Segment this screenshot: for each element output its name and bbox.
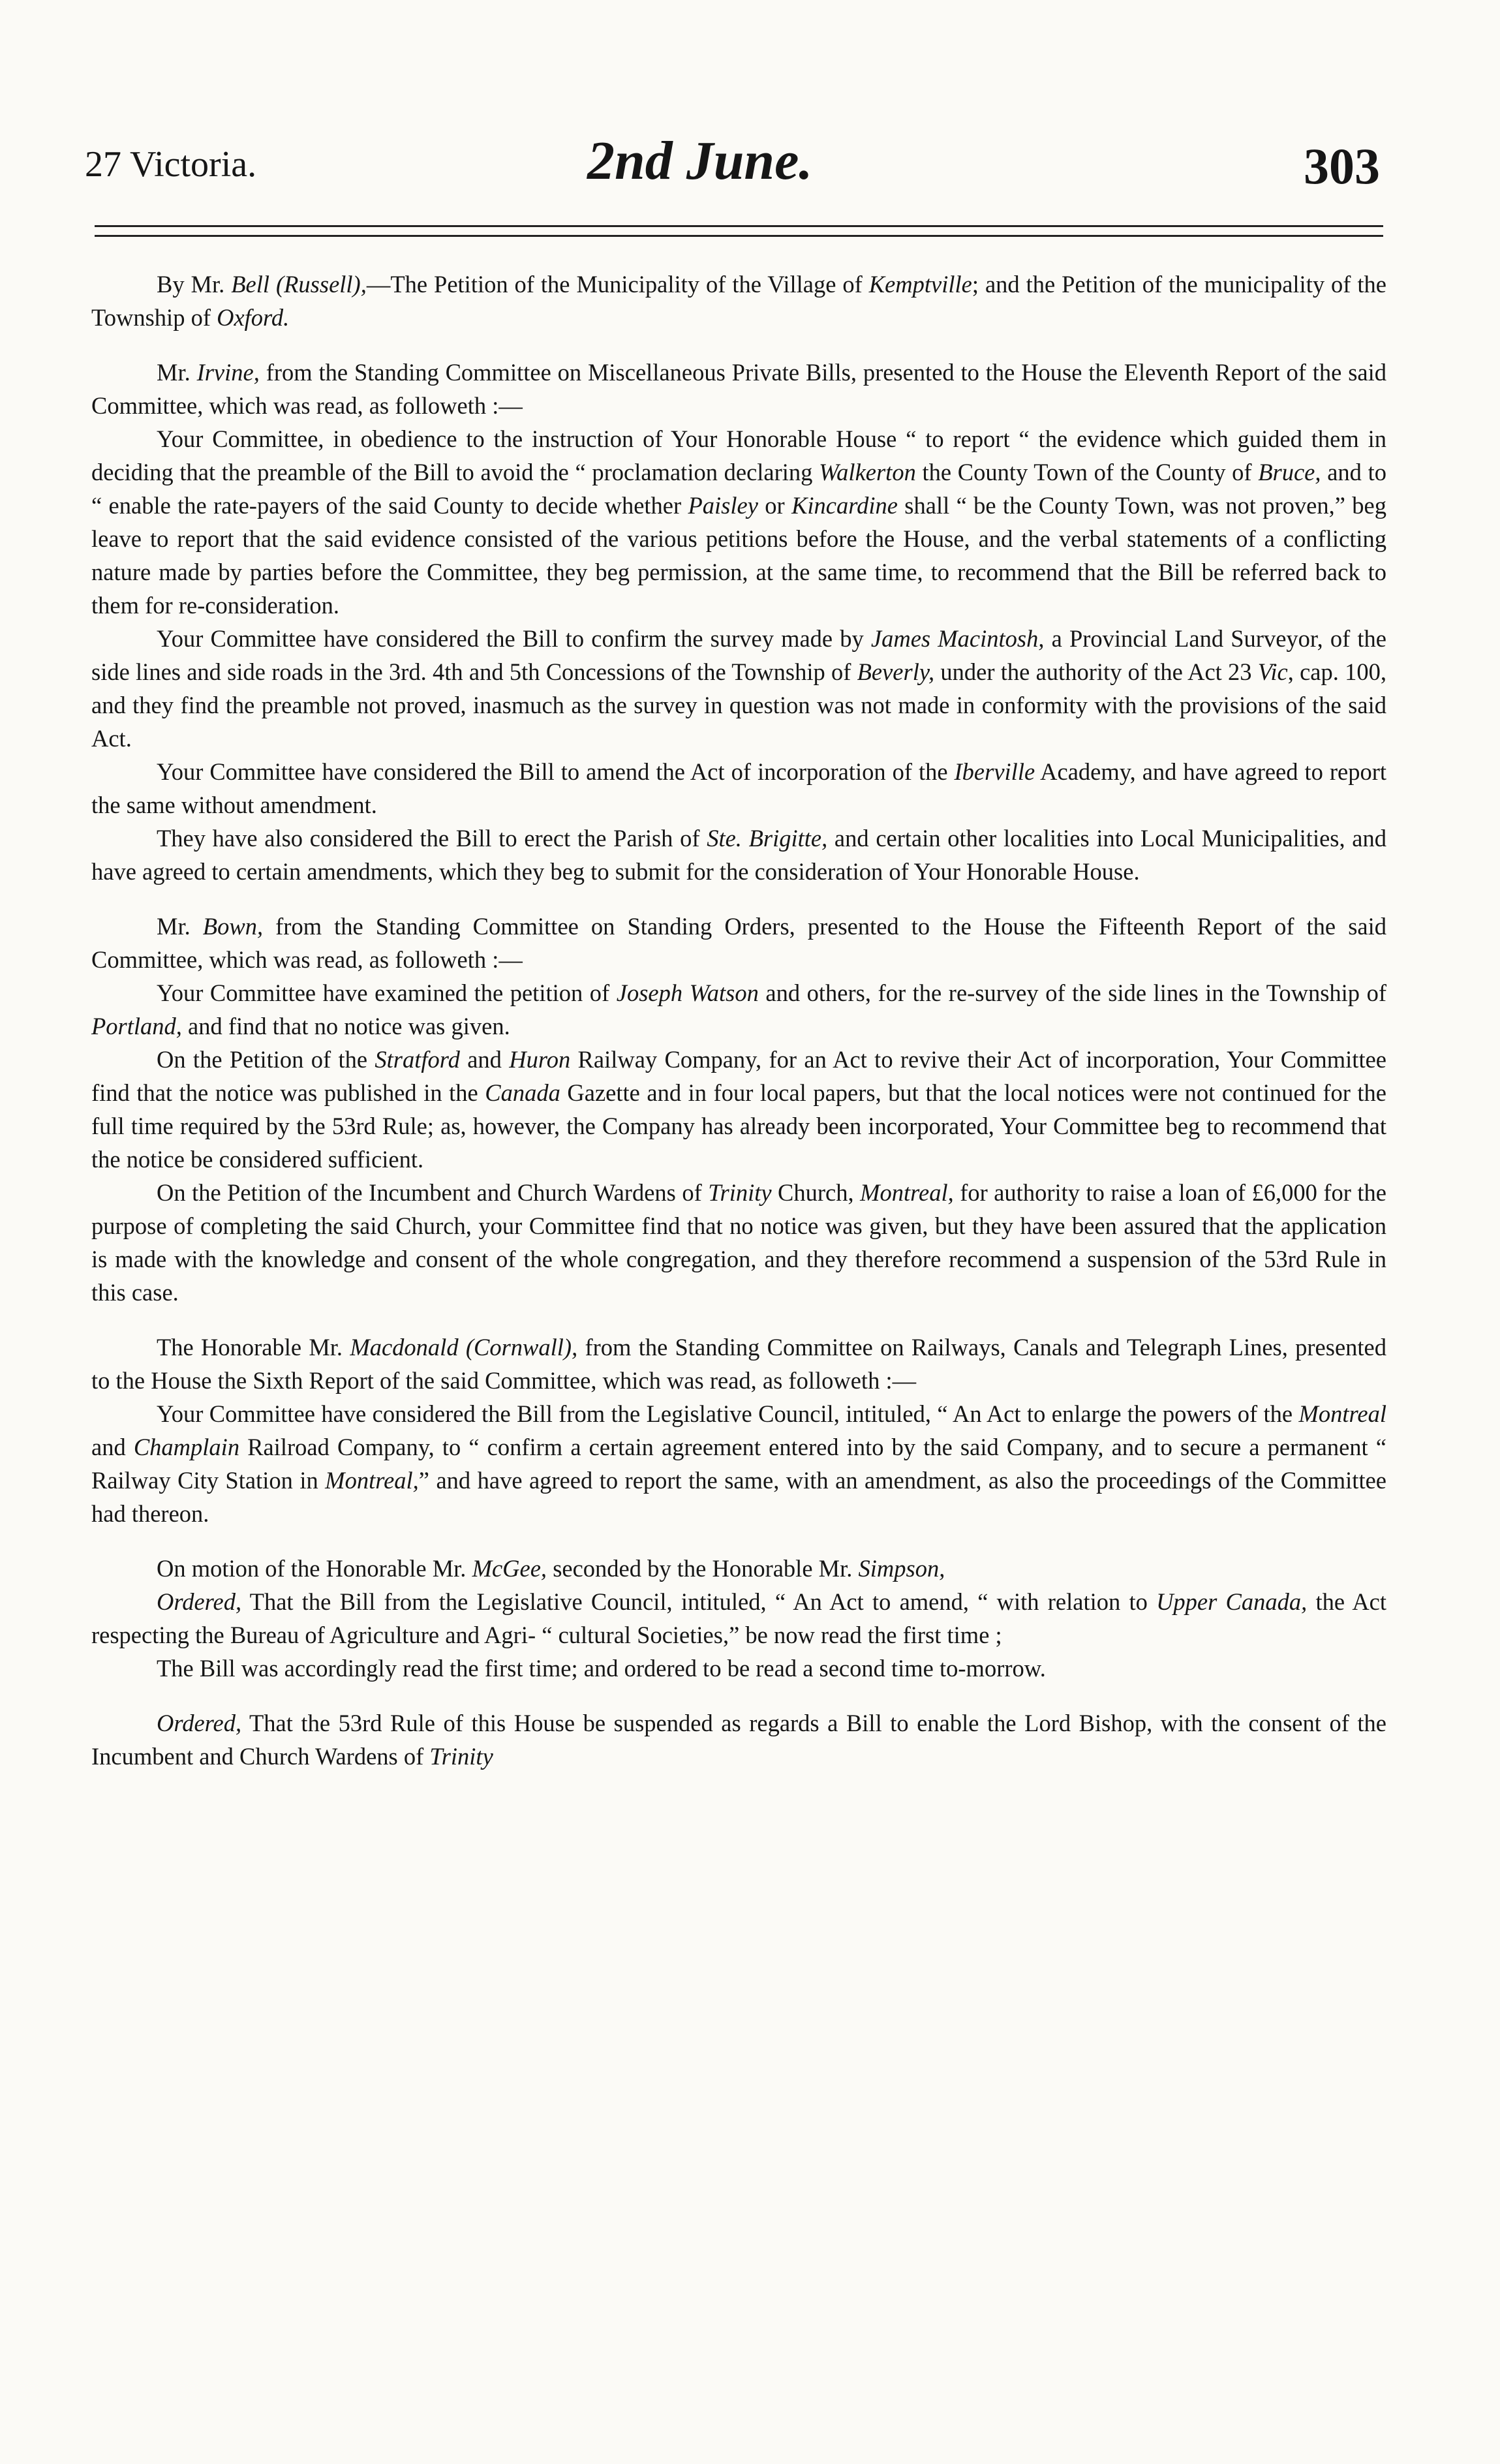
member-name: Bown, <box>202 913 264 940</box>
paragraph-petition-bell: By Mr. Bell (Russell),—The Petition of the Municipality of the Village of Kemptville; and the Petition of the municipality of the Township of Oxford. <box>91 271 1386 331</box>
paragraph-macdonald-report: The Honorable Mr. Macdonald (Cornwall), from the Standing Committee on Railways, Canals and Telegraph Lines, presented to the House the Sixth Report of the said Committee, which was read, as followeth :— <box>91 1334 1386 1394</box>
member-name: Macdonald (Cornwall), <box>350 1334 578 1361</box>
member-name: Irvine, <box>196 359 260 386</box>
paragraph-bown-report: Mr. Bown, from the Standing Committee on Standing Orders, presented to the House the Fifteenth Report of the said Committee, which was read, as followeth :— <box>91 913 1386 973</box>
header-rule-top <box>95 225 1383 227</box>
paragraph-motion-mcgee: On motion of the Honorable Mr. McGee, seconded by the Honorable Mr. Simpson, <box>157 1555 945 1582</box>
header-date: 2nd June. <box>587 131 813 191</box>
member-name: Simpson, <box>858 1555 945 1582</box>
document-body <box>91 268 1386 1773</box>
header-regnal-year: 27 Victoria. <box>85 144 257 185</box>
paragraph-first-reading: The Bill was accordingly read the first time; and ordered to be read a second time to-morrow. <box>157 1655 1046 1682</box>
page-number: 303 <box>1304 138 1380 194</box>
paragraph-stratford-huron: On the Petition of the Stratford and Huron Railway Company, for an Act to revive their Act of incorporation, Your Committee find that the notice was published in the Canada Gazette and in four local papers, but that the local notices were not continued for the full time required by the 53rd Rule; as, however, the Company has already been incorporated, Your Committee beg to recommend that the notice be considered sufficient. <box>91 1046 1387 1173</box>
paragraph-ordered-53rd-rule: Ordered, That the 53rd Rule of this House be suspended as regards a Bill to enable the Lord Bishop, with the consent of the Incumbent and Church Wardens of Trinity <box>91 1710 1386 1770</box>
page-header <box>85 124 1380 202</box>
member-name: McGee, <box>472 1555 547 1582</box>
paragraph-watson-petition: Your Committee have examined the petition of Joseph Watson and others, for the re-survey of the side lines in the Township of Portland, and find that no notice was given. <box>91 979 1387 1040</box>
paragraph-ste-brigitte: They have also considered the Bill to erect the Parish of Ste. Brigitte, and certain other localities into Local Municipalities, and have agreed to certain amendments, which they beg to submit for the consideration of Your Honorable House. <box>91 825 1387 885</box>
paragraph-walkerton: Your Committee, in obedience to the instruction of Your Honorable House “ to report “ the evidence which guided them in deciding that the preamble of the Bill to avoid the “ proclamation declaring Walkerton the County Town of the County of Bruce, and to “ enable the rate-payers of the said County to decide whether Paisley or Kincardine shall “ be the County Town, was not proven,” beg leave to report that the said evidence consisted of the various petitions before the House, and the verbal statements of a conflicting nature made by parties before the Committee, they beg permission, at the same time, to recommend that the Bill be referred back to them for re-consideration. <box>91 425 1387 619</box>
paragraph-trinity-church: On the Petition of the Incumbent and Church Wardens of Trinity Church, Montreal, for authority to raise a loan of £6,000 for the purpose of completing the said Church, your Committee find that no notice was given, but they have been assured that the application is made with the knowledge and consent of the whole congregation, and they therefore recommend a suspension of the 53rd Rule in this case. <box>91 1179 1387 1306</box>
member-name: Bell (Russell), <box>231 271 367 298</box>
paragraph-montreal-champlain: Your Committee have considered the Bill from the Legislative Council, intituled, “ An Act to enlarge the powers of the Montreal and Champlain Railroad Company, to “ confirm a certain agreement entered into by the said Company, and to secure a permanent “ Railway City Station in Montreal,” and have agreed to report the same, with an amendment, as also the proceedings of the Committee had thereon. <box>91 1400 1386 1527</box>
paragraph-irvine-report: Mr. Irvine, from the Standing Committee on Miscellaneous Private Bills, presented to the House the Eleventh Report of the said Committee, which was read, as followeth :— <box>91 359 1386 419</box>
paragraph-ordered-agriculture: Ordered, That the Bill from the Legislative Council, intituled, “ An Act to amend, “ with relation to Upper Canada, the Act respecting the Bureau of Agriculture and Agri- “ cultural Societies,” be now read the first time ; <box>91 1588 1387 1648</box>
paragraph-iberville: Your Committee have considered the Bill to amend the Act of incorporation of the Iberville Academy, and have agreed to report the same without amendment. <box>91 758 1386 818</box>
paragraph-macintosh-survey: Your Committee have considered the Bill to confirm the survey made by James Macintosh, a Provincial Land Surveyor, of the side lines and side roads in the 3rd. 4th and 5th Concessions of the Township of Beverly, under the authority of the Act 23 Vic, cap. 100, and they find the preamble not proved, inasmuch as the survey in question was not made in conformity with the provisions of the said Act. <box>91 625 1386 752</box>
header-rule-bottom <box>95 235 1383 237</box>
